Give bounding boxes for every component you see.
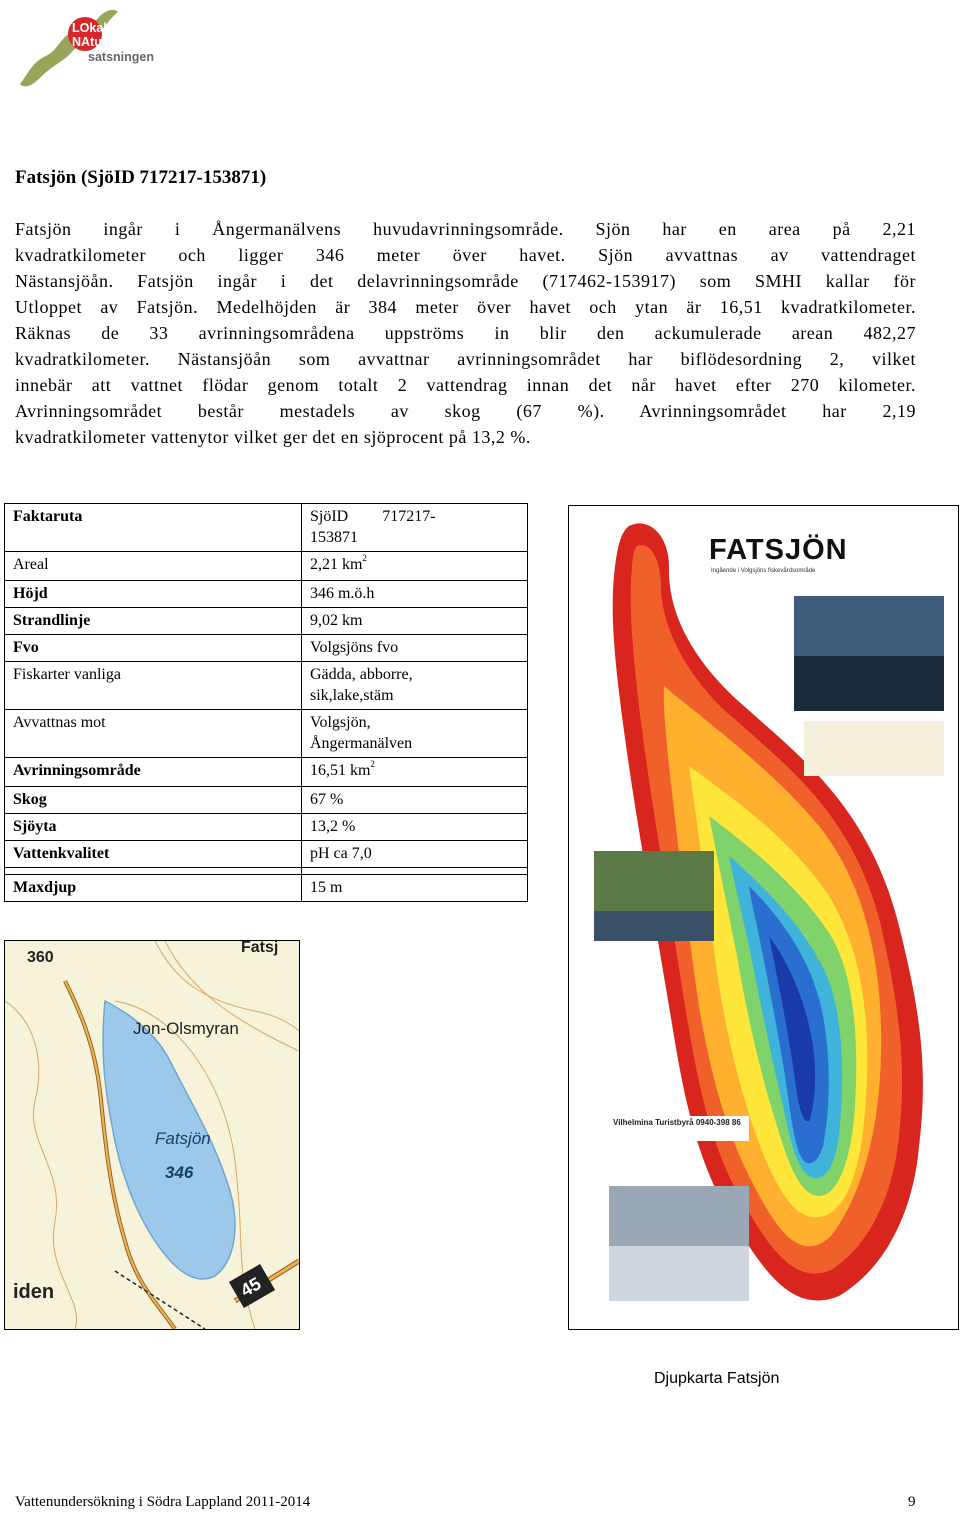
depth-map-image <box>569 506 958 1329</box>
table-row <box>5 787 528 814</box>
paragraph-line: kvadratkilometer och ligger 346 meter över havet. Sjön avvattnas av vattendraget <box>15 245 916 265</box>
fact-value <box>301 758 527 787</box>
page-number: 9 <box>908 1494 916 1510</box>
table-row <box>5 758 528 787</box>
fact-value: 15 m <box>301 875 527 902</box>
fact-key: Vattenkvalitet <box>5 841 302 868</box>
paragraph-line: Räknas de 33 avrinningsområdena uppströms in blir den ackumulerade arean 482,27 <box>15 323 916 343</box>
map-label-iden: iden <box>13 1281 55 1303</box>
fact-key: Avvattnas mot <box>5 710 302 758</box>
paragraph-line: Avrinningsområdet består mestadels av skog (67 %). Avrinningsområdet har 2,19 <box>15 401 916 421</box>
lokala-naturvards-logo <box>14 4 164 94</box>
table-row <box>5 552 528 581</box>
fact-key: Maxdjup <box>5 875 302 902</box>
table-spacer-row <box>5 868 528 875</box>
logo-landmass-icon <box>14 4 164 94</box>
depth-map <box>568 505 959 1330</box>
map-label-elevation: 346 <box>165 1163 194 1182</box>
topographic-map-image <box>5 941 299 1329</box>
table-row <box>5 841 528 868</box>
depth-map-contact: Vilhelmina Turistbyrå 0940-398 86 <box>613 1118 741 1127</box>
fact-value: Volgsjöns fvo <box>301 635 527 662</box>
fact-key: Areal <box>5 552 302 581</box>
fact-key: Sjöyta <box>5 814 302 841</box>
fact-value: 9,02 km <box>301 608 527 635</box>
table-row <box>5 875 528 902</box>
fact-value-line1: Gädda, abborre, <box>309 666 413 683</box>
road-number-label: 45 <box>237 1273 265 1301</box>
fact-key: Avrinningsområde <box>5 758 302 787</box>
fact-header-key: Faktaruta <box>5 504 302 552</box>
fact-key: Fiskarter vanliga <box>5 662 302 710</box>
depth-map-title: FATSJÖN <box>709 534 848 566</box>
fact-key: Skog <box>5 787 302 814</box>
table-row <box>5 581 528 608</box>
map-label-place: Jon-Olsmyran <box>133 1019 239 1038</box>
fact-header-sjoid: SjöID <box>309 508 349 525</box>
fact-value-line2: Ångermanälven <box>309 735 413 752</box>
fact-key: Fvo <box>5 635 302 662</box>
footer-text: Vattenundersökning i Södra Lappland 2011-2014 <box>15 1494 311 1510</box>
fact-value-text: 2,21 km <box>309 556 363 573</box>
fact-table <box>4 503 528 902</box>
fact-value: 346 m.ö.h <box>301 581 527 608</box>
depth-map-caption: Djupkarta Fatsjön <box>654 1370 780 1387</box>
table-row <box>5 608 528 635</box>
logo-line1: LOkala <box>72 21 114 35</box>
table-row <box>5 504 528 552</box>
map-label-360: 360 <box>27 949 54 966</box>
logo-line2: NAturvårds <box>72 35 141 49</box>
map-label-lake: Fatsjön <box>155 1129 211 1148</box>
paragraph-line: Utloppet av Fatsjön. Medelhöjden är 384 meter över havet och ytan är 16,51 kvadratkilometer. <box>15 297 916 317</box>
paragraph-line: Nästansjöån. Fatsjön ingår i det delavrinningsområde (717462-153917) som SMHI kallar för <box>15 271 916 291</box>
fact-value: 67 % <box>301 787 527 814</box>
page-title: Fatsjön (SjöID 717217-153871) <box>15 167 267 188</box>
logo-line3: satsningen <box>88 50 154 64</box>
fact-key: Strandlinje <box>5 608 302 635</box>
table-row <box>5 814 528 841</box>
table-row <box>5 662 528 710</box>
fact-header-value <box>301 504 527 552</box>
topographic-map <box>4 940 300 1330</box>
depth-map-subtitle: Ingående i Volgsjöns fiskevårdsområde <box>711 568 816 574</box>
fact-value <box>301 710 527 758</box>
fact-value-line2: sik,lake,stäm <box>309 687 394 704</box>
paragraph-line: kvadratkilometer vattenytor vilket ger det en sjöprocent på 13,2 %. <box>15 427 531 447</box>
fact-value <box>301 552 527 581</box>
fact-value-line1: Volgsjön, <box>309 714 371 731</box>
fact-key: Höjd <box>5 581 302 608</box>
paragraph-line: kvadratkilometer. Nästansjöån som avvattnar avrinningsområdet har biflödesordning 2, vilket <box>15 349 916 369</box>
fact-header-id-part2: 153871 <box>309 529 358 546</box>
fact-value-sup: 2 <box>362 553 367 563</box>
map-label-top: Fatsj <box>241 939 279 956</box>
fact-value-sup: 2 <box>370 759 375 769</box>
fact-header-id-part1: 717217- <box>382 508 436 525</box>
fact-value-text: 16,51 km <box>309 762 371 779</box>
table-row <box>5 635 528 662</box>
fact-value <box>301 662 527 710</box>
fact-value: 13,2 % <box>301 814 527 841</box>
fact-value: pH ca 7,0 <box>301 841 527 868</box>
paragraph-line: innebär att vattnet flödar genom totalt 2 vattendrag innan det når havet efter 270 kilometer. <box>15 375 916 395</box>
paragraph-line: Fatsjön ingår i Ångermanälvens huvudavrinningsområde. Sjön har en area på 2,21 <box>15 219 916 239</box>
table-row <box>5 710 528 758</box>
